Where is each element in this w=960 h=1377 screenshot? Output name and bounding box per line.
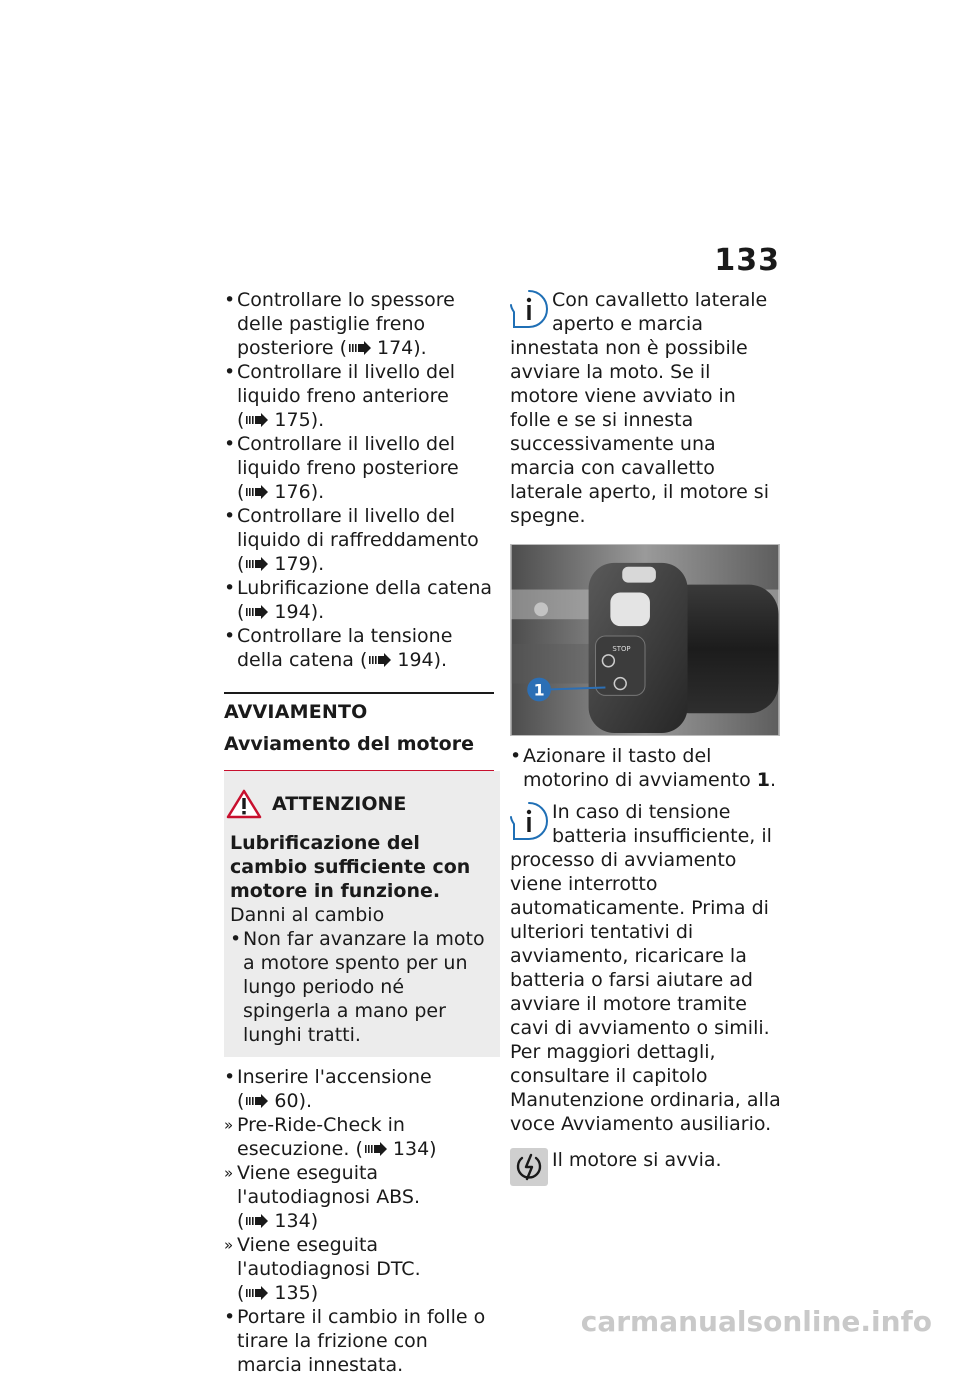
callout-number: 1 — [533, 680, 545, 700]
list-item: » Viene eseguita l'autodiagnosi DTC. ( 135) — [224, 1234, 421, 1304]
list-item: • Lubrificazione della catena ( 194). — [224, 577, 493, 623]
item-text: Viene eseguita l'autodiagnosi DTC. — [237, 1234, 421, 1280]
reference-suffix: ). — [433, 649, 448, 671]
bullet-marker: • — [224, 433, 236, 455]
warning-consequence: Danni al cambio — [230, 904, 385, 926]
warning-instruction: Non far avanzare la moto a motore spento per un lungo periodo né spingerla a mano per lunghi tratti. — [243, 928, 485, 1046]
item-text: Controllare il livello del liquido freno posteriore — [237, 433, 459, 479]
bullet-marker: • — [224, 577, 236, 599]
list-item — [230, 927, 490, 1047]
reference-suffix: ). — [310, 409, 325, 431]
reference-suffix: ). — [413, 337, 427, 359]
item-text: Azionare il tasto del motorino di avviamento — [523, 745, 751, 791]
watermark: carmanualsonline.info — [580, 1305, 932, 1338]
bullet-marker: • — [230, 928, 242, 950]
page-reference[interactable]: 175 — [274, 409, 311, 431]
page-reference-icon — [245, 605, 269, 619]
page-reference[interactable]: 194 — [397, 649, 434, 671]
bullet-marker: • — [224, 289, 236, 311]
info-icon — [510, 802, 548, 844]
page-reference-icon — [245, 1286, 269, 1300]
list-item: » Viene eseguita l'autodiagnosi ABS. ( 134) — [224, 1162, 420, 1232]
list-item: • Controllare il livello del liquido di raffreddamento ( 179). — [224, 505, 479, 575]
warning-label: ATTENZIONE — [272, 793, 407, 815]
result-note — [510, 1148, 782, 1172]
reference-suffix: ) — [310, 1282, 319, 1304]
left-column — [224, 288, 494, 1377]
item-text: Pre-Ride-Check in esecuzione. — [237, 1114, 405, 1160]
reference-suffix: ). — [310, 601, 325, 623]
result-marker: » — [224, 1164, 234, 1182]
bullet-marker: • — [224, 1306, 236, 1328]
result-text: Il motore si avvia. — [552, 1149, 722, 1171]
list-item: » Pre-Ride-Check in esecuzione. ( 134) — [224, 1114, 437, 1160]
bullet-marker: • — [224, 361, 236, 383]
page-reference[interactable]: 135 — [274, 1282, 311, 1304]
page-reference[interactable]: 179 — [274, 553, 311, 575]
stop-label: STOP — [612, 644, 631, 653]
item-text: Portare il cambio in folle o tirare la frizione con marcia innestata. — [237, 1306, 486, 1376]
info-first-line: Con cavalletto laterale — [552, 289, 768, 311]
page-reference-icon — [245, 1094, 269, 1108]
warning-lead: Lubrificazione del cambio sufficiente con motore in funzione. — [230, 832, 471, 902]
item-text: Controllare lo spessore delle pastiglie freno posteriore — [237, 289, 455, 359]
item-text: Controllare la tensione della catena — [237, 625, 453, 671]
reference-suffix: ). — [298, 1090, 313, 1112]
warning-box — [224, 771, 500, 1057]
reference-suffix: ). — [310, 553, 325, 575]
page-reference-icon — [245, 413, 269, 427]
reference-suffix: ). — [310, 481, 325, 503]
info-extra: Per maggiori dettagli, consultare il capitolo Manutenzione ordinaria, alla voce Avviamento ausiliario. — [510, 1041, 781, 1135]
info-note-sidestand — [510, 288, 782, 528]
list-item: • Inserire l'accensione ( 60). — [224, 1066, 432, 1112]
sub-heading: Avviamento del motore — [224, 733, 474, 755]
page-reference-icon — [348, 341, 372, 355]
section-divider — [224, 692, 494, 694]
page-reference-icon — [368, 653, 392, 667]
page-reference[interactable]: 60 — [274, 1090, 299, 1112]
item-text: Controllare il livello del liquido freno anteriore — [237, 361, 456, 407]
right-column — [510, 288, 782, 1172]
page-reference[interactable]: 134 — [392, 1138, 430, 1160]
page-reference[interactable]: 174 — [377, 337, 414, 359]
result-marker: » — [224, 1116, 234, 1134]
info-continuation: aperto e marcia innestata non è possibile avviare la moto. Se il motore viene avviato in folle e se si innesta successivamente una marcia con cavalletto laterale aperto, il motore si spegne. — [510, 313, 769, 527]
check-list — [224, 288, 494, 672]
list-item: • Controllare la tensione della catena ( 194). — [224, 625, 453, 671]
list-item: • Controllare il livello del liquido freno anteriore ( 175). — [224, 361, 456, 431]
page-reference-icon — [245, 485, 269, 499]
item-text: Viene eseguita l'autodiagnosi ABS. — [237, 1162, 420, 1208]
page-reference-icon — [245, 1214, 269, 1228]
item-text: Inserire l'accensione — [237, 1066, 432, 1088]
page-reference[interactable]: 134 — [274, 1210, 311, 1232]
bullet-marker: • — [510, 745, 522, 767]
warning-triangle-icon — [226, 789, 262, 819]
section-heading: AVVIAMENTO — [224, 701, 368, 723]
page-reference-icon — [245, 557, 269, 571]
item-text-end: . — [770, 769, 777, 791]
list-item: • Controllare lo spessore delle pastiglie freno posteriore ( 174). — [224, 289, 455, 359]
page-reference[interactable]: 176 — [274, 481, 311, 503]
info-icon — [510, 290, 548, 332]
callout-reference: 1 — [756, 769, 771, 791]
reference-suffix: ) — [310, 1210, 319, 1232]
reference-suffix: ) — [429, 1138, 437, 1160]
warning-title — [230, 789, 490, 819]
bullet-marker: • — [224, 625, 236, 647]
item-text: Lubrificazione della catena — [237, 577, 493, 599]
item-text: Controllare il livello del liquido di raffreddamento — [237, 505, 479, 551]
list-item: • Controllare il livello del liquido freno posteriore ( 176). — [224, 433, 459, 503]
handlebar-switch-photo — [510, 544, 780, 736]
page-number: 133 — [714, 243, 780, 278]
page-reference-icon — [364, 1142, 388, 1156]
bullet-marker: • — [224, 1066, 236, 1088]
bullet-marker: • — [224, 505, 236, 527]
page-reference[interactable]: 194 — [274, 601, 311, 623]
info-note-battery — [510, 800, 782, 1136]
engine-start-icon — [510, 1148, 548, 1186]
list-item — [510, 744, 782, 792]
info-first-line: In caso di tensione — [552, 801, 731, 823]
result-marker: » — [224, 1236, 234, 1254]
info-continuation: batteria insufficiente, il processo di avviamento viene interrotto automaticamente. Prima di ulteriori tentativi di avviamento, ricaricare la batteria o farsi aiutare ad avviare il motore tramite cavi di avviamento o simili. — [510, 825, 772, 1039]
